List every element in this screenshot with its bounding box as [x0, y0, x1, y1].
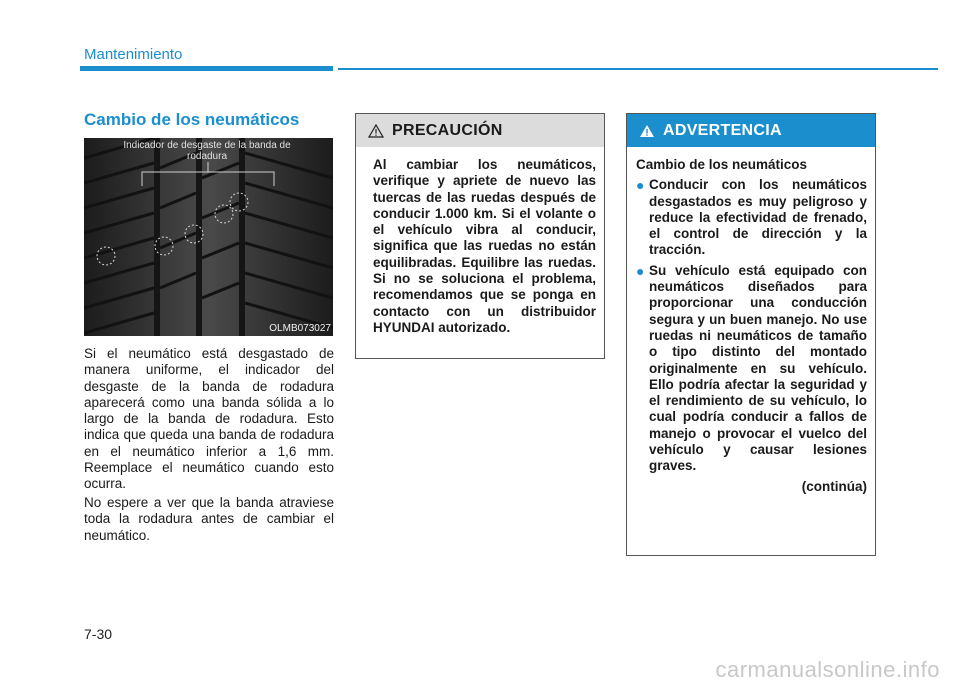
- page-number: 7-30: [84, 626, 113, 642]
- tire-tread-figure: [84, 138, 333, 336]
- header-rule-thick: [80, 66, 333, 71]
- caution-warning-icon: [368, 124, 384, 138]
- figure-code: OLMB073027: [269, 323, 331, 334]
- warning-title: ADVERTENCIA: [663, 121, 782, 139]
- body-paragraph-1: Si el neumático está desgastado de manera uniforme, el indicador del desgaste de la banda de rodadura aparecerá como una banda sólida a lo largo de la banda de rodadura. Esto indica que queda una banda de rodadura en el neumático inferior a 1,6 mm. Reemplace el neumático cuando esto ocurra.: [84, 346, 334, 492]
- warning-list-item: [636, 263, 867, 475]
- warning-icon: [639, 124, 655, 138]
- caution-box: [355, 113, 605, 359]
- bullet-icon: ●: [636, 262, 645, 279]
- warning-subtitle: Cambio de los neumáticos: [636, 157, 808, 172]
- caution-header: [356, 114, 604, 147]
- warning-box: [626, 113, 876, 556]
- caution-text: Al cambiar los neumáticos, verifique y apriete de nuevo las tuercas de las ruedas después de conducir 1.000 km. Si el volante o el vehículo vibra al conducir, significa que las ruedas no están equilibradas. Equilibre las ruedas. Si no se soluciona el problema, recomendamos que se ponga en contacto con un distribuidor HYUNDAI autorizado.: [373, 157, 596, 335]
- caution-title: PRECAUCIÓN: [392, 121, 503, 139]
- warning-item-text: Conducir con los neumáticos desgastados es muy peligroso y reduce la efectividad de frenado, el control de dirección y la tracción.: [649, 177, 867, 258]
- watermark: carmanualsonline.info: [715, 657, 940, 682]
- bullet-icon: ●: [636, 177, 645, 194]
- figure-caption: Indicador de desgaste de la banda de rodadura: [123, 140, 291, 162]
- body-paragraph-2: No espere a ver que la banda atraviese toda la rodadura antes de cambiar el neumático.: [84, 495, 334, 543]
- warning-header: [627, 114, 875, 147]
- tire-tread-illustration: [84, 138, 333, 336]
- warning-item-text: Su vehículo está equipado con neumáticos diseñados para proporcionar una conducción segura y un buen manejo. No use ruedas ni neumáticos de tamaño o tipo distinto del montado originalmente en su vehículo. Ello podría afectar la seguridad y el rendimiento de su vehículo, lo cual podría conducir a fallos de manejo o provocar el vuelco del vehículo y causar lesiones graves.: [649, 262, 867, 474]
- header-rule-thin: [338, 68, 938, 70]
- warning-list: [627, 177, 875, 474]
- header-section-title: Mantenimiento: [84, 46, 183, 63]
- section-title: Cambio de los neumáticos: [84, 110, 300, 129]
- warning-continued: (continúa): [801, 478, 867, 494]
- warning-list-item: [636, 177, 867, 258]
